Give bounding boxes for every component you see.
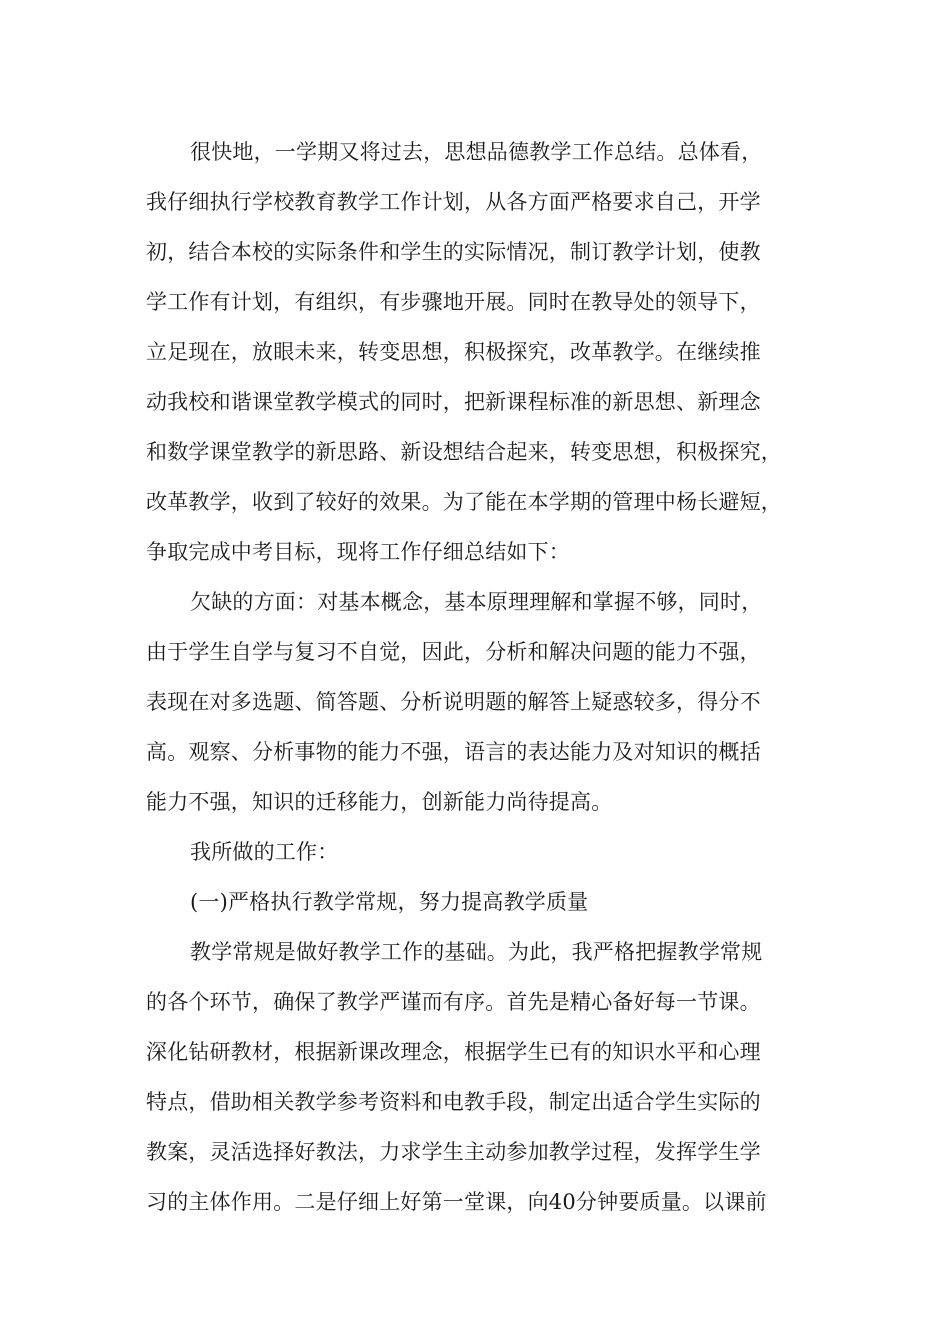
text-line: 教学常规是做好教学工作的基础。为此，我严格把握教学常规 xyxy=(190,940,763,964)
text-line: 深化钻研教材，根据新课改理念，根据学生已有的知识水平和心理 xyxy=(146,1040,761,1064)
text-line: 我仔细执行学校教育教学工作计划，从各方面严格要求自己，开学 xyxy=(146,190,761,214)
text-line: 能力不强，知识的迁移能力，创新能力尚待提高。 xyxy=(146,790,613,814)
text-line: 欠缺的方面：对基本概念，基本原理理解和掌握不够，同时， xyxy=(190,590,763,614)
text-line: 的各个环节，确保了教学严谨而有序。首先是精心备好每一节课。 xyxy=(146,990,761,1014)
text-line: 改革教学，收到了较好的效果。为了能在本学期的管理中杨长避短， xyxy=(146,490,782,514)
text-line: 动我校和谐课堂教学模式的同时，把新课程标准的新思想、新理念 xyxy=(146,390,761,414)
text-line: 特点，借助相关教学参考资料和电教手段，制定出适合学生实际的 xyxy=(146,1090,761,1114)
text-line: 由于学生自学与复习不自觉，因此，分析和解决问题的能力不强， xyxy=(146,640,761,664)
section-heading: 我所做的工作： xyxy=(190,840,339,864)
text-line: 初，结合本校的实际条件和学生的实际情况，制订教学计划，使教 xyxy=(146,240,761,264)
text-line: 和数学课堂教学的新思路、新设想结合起来，转变思想，积极探究， xyxy=(146,440,782,464)
text-line: 争取完成中考目标，现将工作仔细总结如下： xyxy=(146,540,570,564)
text-line: 高。观察、分析事物的能力不强，语言的表达能力及对知识的概括 xyxy=(146,740,761,764)
section-heading: (一)严格执行教学常规，努力提高教学质量 xyxy=(190,890,589,914)
text-line: 表现在对多选题、简答题、分析说明题的解答上疑惑较多，得分不 xyxy=(146,690,761,714)
text-line: 学工作有计划，有组织，有步骤地开展。同时在教导处的领导下， xyxy=(146,290,761,314)
text-line: 很快地，一学期又将过去，思想品德教学工作总结。总体看， xyxy=(190,140,763,164)
text-line: 立足现在，放眼未来，转变思想，积极探究，改革教学。在继续推 xyxy=(146,340,761,364)
text-line: 习的主体作用。二是仔细上好第一堂课，向40分钟要质量。以课前 xyxy=(146,1190,767,1214)
text-line: 教案，灵活选择好教法，力求学生主动参加教学过程，发挥学生学 xyxy=(146,1140,761,1164)
